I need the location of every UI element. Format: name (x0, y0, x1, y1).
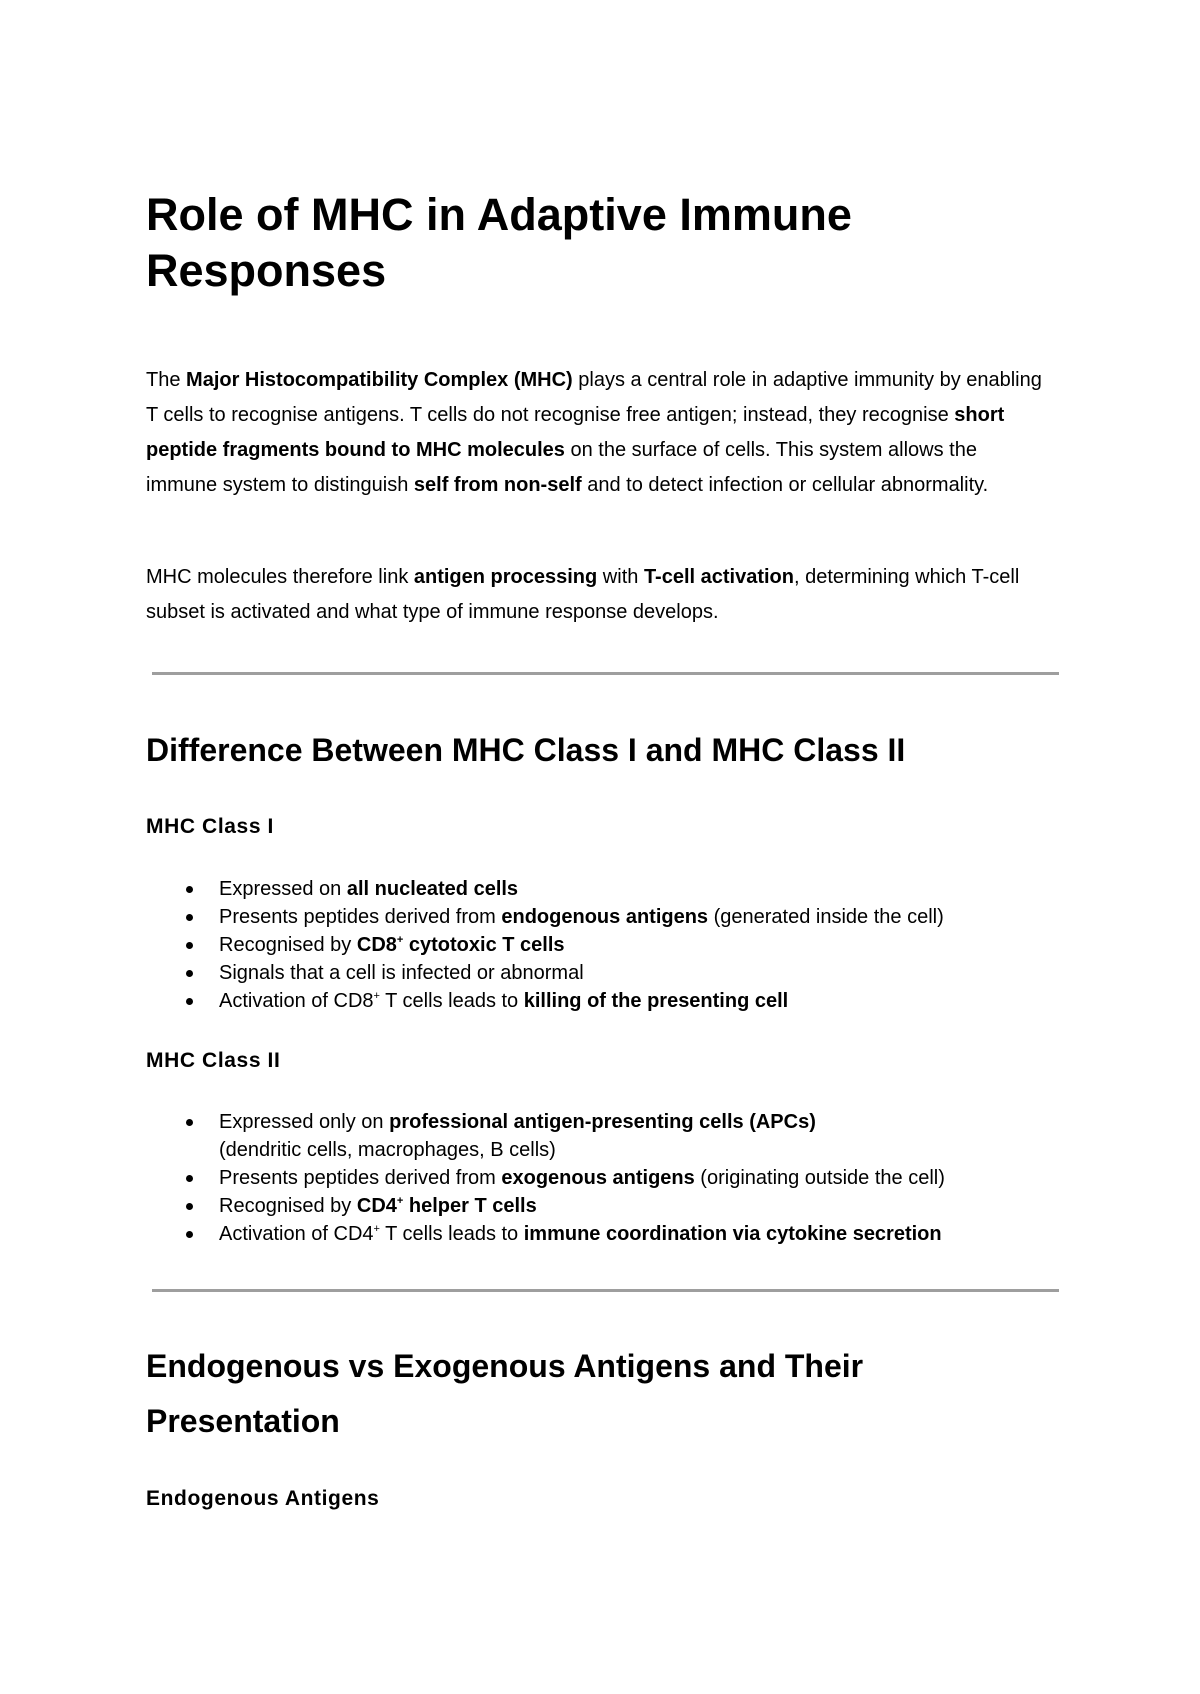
text-run: (dendritic cells, macrophages, B cells) (219, 1139, 556, 1161)
bold-text: CD8 (356, 934, 397, 956)
bullet-icon (186, 998, 193, 1005)
list-item (146, 903, 1060, 931)
bold-text: CD4 (356, 1195, 397, 1217)
bullet-icon (186, 886, 193, 893)
text-run: Recognised by (219, 1195, 357, 1217)
list-item (146, 931, 1060, 959)
text-run: on the surface of cells. This system allows the immune system to distinguish (146, 439, 977, 496)
bullet-icon (186, 1203, 193, 1210)
list-item (146, 1220, 1060, 1248)
section-divider (152, 1289, 1059, 1292)
text-run: Expressed on (219, 878, 347, 900)
text-run: The (146, 369, 187, 391)
intro-paragraph-2 (146, 560, 1046, 630)
list-item (146, 875, 1060, 903)
bold-text: exogenous antigens (501, 1167, 695, 1189)
bold-text: T-cell activation (643, 566, 794, 588)
text-run: MHC molecules therefore link (146, 566, 414, 588)
bullet-icon (186, 1119, 193, 1126)
bold-text: antigen processing (413, 566, 598, 588)
superscript-text: + (396, 1195, 404, 1207)
section-heading-mhc-classes: Difference Between MHC Class I and MHC Class II (146, 732, 906, 768)
bold-text: helper T cells (403, 1195, 537, 1217)
text-run: and to detect infection or cellular abnormality. (581, 474, 989, 496)
text-run: (generated inside the cell) (708, 906, 944, 928)
bold-text: endogenous antigens (501, 906, 709, 928)
intro-paragraph-1 (146, 363, 1046, 503)
text-run: T cells leads to (379, 1223, 524, 1245)
bullet-icon (186, 1175, 193, 1182)
bold-text: immune coordination via cytokine secretion (523, 1223, 942, 1245)
text-run: Signals that a cell is infected or abnormal (219, 962, 584, 984)
bold-text: self from non-self (413, 474, 582, 496)
superscript-text: + (373, 990, 380, 1002)
superscript-text: + (373, 1223, 380, 1235)
bold-text: cytotoxic T cells (403, 934, 565, 956)
section-heading-antigens: Endogenous vs Exogenous Antigens and Their Presentation (146, 1348, 864, 1439)
mhc-class-2-list (146, 1108, 1060, 1248)
subheading-mhc-class-2: MHC Class II (146, 1049, 281, 1072)
text-run: Recognised by (219, 934, 357, 956)
text-run: T cells leads to (379, 990, 524, 1012)
list-item (146, 959, 1060, 987)
superscript-text: + (396, 934, 404, 946)
list-item (146, 1192, 1060, 1220)
text-run: with (597, 566, 644, 588)
bullet-icon (186, 942, 193, 949)
bold-text: short peptide fragments bound to MHC molecules (146, 404, 1005, 461)
text-run: Presents peptides derived from (219, 1167, 502, 1189)
bullet-icon (186, 970, 193, 977)
bold-text: killing of the presenting cell (523, 990, 789, 1012)
text-run: Activation of CD8 (219, 990, 374, 1012)
list-item (146, 987, 1060, 1015)
section-divider (152, 672, 1059, 675)
text-run: Activation of CD4 (219, 1223, 374, 1245)
bullet-icon (186, 914, 193, 921)
text-run: Expressed only on (219, 1111, 390, 1133)
text-run: (originating outside the cell) (694, 1167, 945, 1189)
bold-text: professional antigen-presenting cells (APCs) (389, 1111, 816, 1133)
subheading-mhc-class-1: MHC Class I (146, 815, 274, 838)
bold-text: all nucleated cells (346, 878, 519, 900)
list-item (146, 1108, 1060, 1164)
list-item (146, 1164, 1060, 1192)
bullet-icon (186, 1231, 193, 1238)
bold-text: Major Histocompatibility Complex (MHC) (186, 369, 573, 391)
text-run: Presents peptides derived from (219, 906, 502, 928)
text-run: , determining which T-cell subset is activated and what type of immune response develops. (146, 566, 1020, 623)
text-run: plays a central role in adaptive immunity by enabling T cells to recognise antigens. T cells do not recognise free antigen; instead, they recognise (146, 369, 1042, 426)
page-title: Role of MHC in Adaptive Immune Responses (146, 189, 852, 296)
subheading-endogenous-antigens: Endogenous Antigens (146, 1487, 380, 1510)
mhc-class-1-list (146, 875, 1060, 1015)
